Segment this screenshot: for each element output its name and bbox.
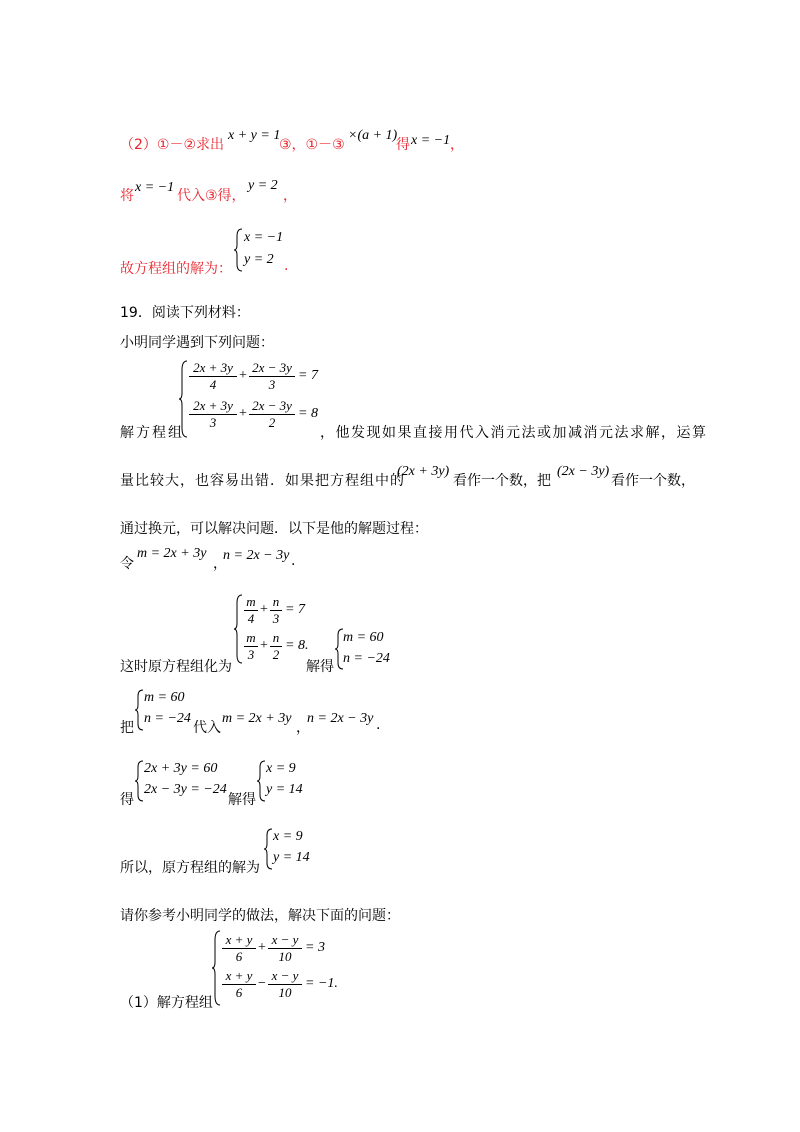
- left-brace: [234, 228, 244, 272]
- fraction: m 3: [244, 630, 258, 663]
- fraction: x + y 6: [222, 968, 256, 1001]
- value-x-minus-1: x = −1: [135, 180, 175, 195]
- sol-y: y = 14: [266, 782, 303, 797]
- sub-n: n = 2x − 3y: [223, 548, 290, 563]
- sub2-m: m = 2x + 3y: [222, 711, 292, 726]
- answer-line2-mid: 代入③得，: [177, 188, 246, 204]
- fraction: x − y 10: [268, 968, 302, 1001]
- result-x-minus-1: x = −1: [411, 133, 451, 148]
- answer-line1-mid: ③，①－③: [279, 137, 345, 153]
- rhs: = 8.: [285, 638, 309, 653]
- text-line-c: 通过换元，可以解决问题．以下是他的解题过程：: [120, 521, 428, 537]
- ling: 令: [120, 556, 134, 572]
- sub2-end: .: [376, 717, 381, 733]
- sub-m: m = 2x + 3y: [137, 546, 207, 561]
- answer-line1-comma: ，: [450, 137, 464, 153]
- operator: +: [239, 368, 247, 383]
- operator: +: [260, 638, 268, 653]
- fraction: x − y 10: [268, 932, 302, 965]
- fraction: 2x − 3y 3: [249, 360, 295, 393]
- solve-label: 解方程组: [120, 425, 184, 441]
- operator: +: [258, 940, 266, 955]
- sol-m: m = 60: [343, 630, 384, 645]
- equation-x-plus-y: x + y = 1: [228, 128, 281, 143]
- text-line-b1: 量比较大，也容易出错．如果把方程组中的: [120, 473, 405, 489]
- de: 得: [120, 792, 134, 808]
- problem19-title: 19．阅读下列材料：: [120, 305, 250, 321]
- ba: 把: [120, 720, 134, 736]
- fraction: 2x + 3y 3: [189, 398, 237, 431]
- expr-2x-plus-3y: (2x + 3y): [397, 464, 450, 479]
- value-y-2: y = 2: [248, 178, 278, 193]
- rhs: = −1.: [305, 976, 338, 991]
- sub-end: .: [291, 553, 296, 569]
- q1-label: （1）解方程组: [120, 995, 213, 1011]
- sol-m: m = 60: [144, 690, 185, 705]
- sub-comma: ，: [213, 556, 227, 572]
- text-line-b3: 看作一个数，: [611, 473, 695, 489]
- sub2-comma: ，: [296, 720, 310, 736]
- jiede1: 解得: [306, 659, 334, 675]
- answer-line3-end: .: [284, 258, 289, 274]
- final-y: y = 14: [273, 850, 310, 865]
- jiede2: 解得: [228, 792, 256, 808]
- left-brace: [212, 930, 222, 1006]
- text-after-system: ，他发现如果直接用代入消元法或加减消元法求解，运算: [320, 425, 708, 441]
- sol-n: n = −24: [144, 711, 191, 726]
- rhs: = 3: [305, 940, 325, 955]
- rhs: = 7: [285, 602, 305, 617]
- fraction: n 2: [270, 630, 282, 663]
- answer-line1-prefix: （2）①－②求出: [120, 137, 225, 153]
- operator: +: [260, 602, 268, 617]
- expr-2x-minus-3y: (2x − 3y): [557, 464, 610, 479]
- fraction: m 4: [244, 594, 258, 627]
- sol-n: n = −24: [343, 651, 390, 666]
- transform-label: 这时原方程组化为: [120, 659, 232, 675]
- answer-line1-de: 得: [396, 137, 410, 153]
- ask: 请你参考小明同学的做法，解决下面的问题：: [120, 908, 400, 924]
- answer-line2-prefix: 将: [120, 188, 134, 204]
- final-x: x = 9: [273, 829, 303, 844]
- answer-line3-prefix: 故方程组的解为：: [120, 261, 232, 277]
- fraction: 2x + 3y 4: [189, 360, 237, 393]
- rhs: = 8: [298, 406, 318, 421]
- fraction: n 3: [270, 594, 282, 627]
- text-line-b2: 看作一个数，把: [453, 473, 551, 489]
- eq-2x-plus-3y: 2x + 3y = 60: [144, 761, 218, 776]
- left-brace: [234, 594, 244, 664]
- eq-2x-minus-3y: 2x − 3y = −24: [144, 782, 227, 797]
- solution-y: y = 2: [244, 252, 274, 267]
- multiplier-a-plus-1: ×(a + 1): [348, 128, 398, 143]
- sol-x: x = 9: [266, 761, 296, 776]
- operator: −: [258, 976, 266, 991]
- dairu: 代入: [193, 720, 221, 736]
- operator: +: [239, 406, 247, 421]
- problem19-intro: 小明同学遇到下列问题：: [120, 335, 274, 351]
- sub2-n: n = 2x − 3y: [307, 711, 374, 726]
- fraction: 2x − 3y 2: [249, 398, 295, 431]
- rhs: = 7: [298, 368, 318, 383]
- fraction: x + y 6: [222, 932, 256, 965]
- so-label: 所以，原方程组的解为: [120, 860, 260, 876]
- solution-x: x = −1: [244, 230, 284, 245]
- answer-line2-comma: ，: [283, 188, 297, 204]
